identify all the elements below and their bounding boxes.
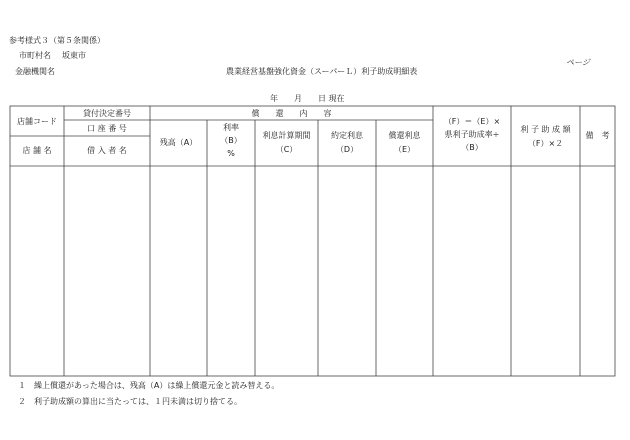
header-store-code: 店舗コード: [17, 117, 57, 126]
header-rate: [207, 123, 255, 159]
header-interest-period-label: 利息計算期間: [262, 131, 311, 140]
header-rate-unit: %: [227, 149, 235, 158]
header-contract-interest-label: 約定利息: [331, 131, 363, 140]
header-subsidy-formula: （F）×２: [527, 139, 564, 148]
header-interest-period: [255, 131, 318, 155]
header-rate-code: （B）: [220, 136, 242, 145]
municipality-label: 市町村名: [19, 51, 51, 60]
header-remarks: 備 考: [585, 131, 610, 140]
note-2: ２ 利子助成額の算出に当たっては、１円未満は切り捨てる。: [18, 397, 242, 406]
note-1: １ 繰上償還があった場合は、残高（A）は繰上償還元金と読み替える。: [18, 381, 280, 390]
page-label: ページ: [566, 58, 590, 67]
header-repay-interest-code: （E）: [393, 145, 416, 154]
header-formula-line2: 県利子助成率÷: [444, 130, 500, 139]
header-rate-label: 利率: [223, 123, 239, 132]
header-contract-interest-code: （D）: [335, 145, 359, 154]
header-contract-interest: [318, 131, 376, 155]
header-store-name: 店 舗 名: [22, 146, 52, 155]
header-formula-line3: （B）: [461, 143, 483, 152]
date-line: 年 月 日 現在: [270, 94, 345, 103]
header-balance: 残高（A）: [159, 138, 198, 147]
header-interest-period-code: （C）: [275, 145, 298, 154]
header-formula: [433, 117, 511, 153]
header-borrower-name: 借 入 者 名: [87, 146, 127, 155]
municipality-value: 坂東市: [62, 51, 86, 60]
header-repayment-details: 償 還 内 容: [251, 109, 332, 118]
document-title: 農業経営基盤強化資金（スーパーＬ）利子助成明細表: [226, 67, 418, 76]
form-reference: 参考様式３（第５条関係）: [9, 36, 105, 45]
header-formula-line1: （F）＝（E）×: [443, 117, 501, 126]
header-subsidy-amount: [511, 125, 580, 149]
institution-label: 金融機関名: [15, 67, 55, 76]
header-repay-interest: [376, 131, 433, 155]
header-subsidy-label: 利 子 助 成 額: [520, 125, 571, 134]
header-account-no: 口 座 番 号: [87, 124, 127, 133]
header-loan-decision-no: 貸付決定番号: [83, 109, 131, 118]
header-repay-interest-label: 償還利息: [388, 131, 421, 140]
